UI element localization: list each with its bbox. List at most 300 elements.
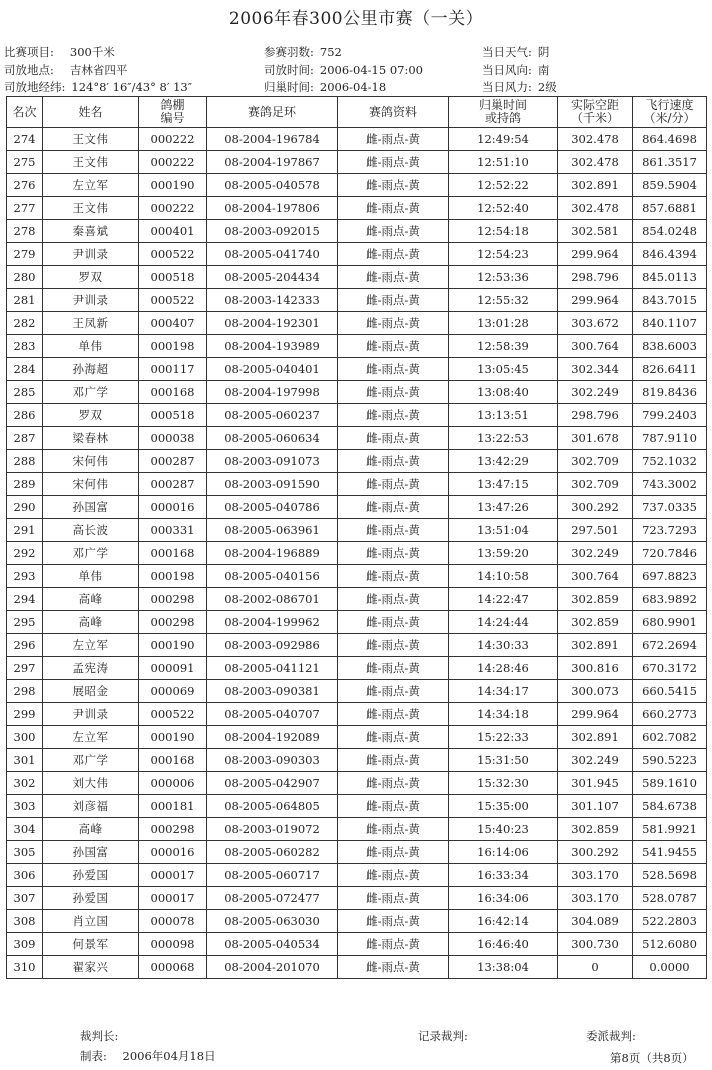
cell-speed: 845.0113 (633, 266, 707, 289)
cell-arrival-time: 14:28:46 (449, 657, 558, 680)
cell-loft-id: 000198 (139, 565, 207, 588)
table-row (7, 588, 707, 611)
cell-loft-id: 000098 (139, 933, 207, 956)
cell-speed: 0.0000 (633, 956, 707, 979)
cell-name: 孙海超 (43, 358, 139, 381)
cell-arrival-time: 16:46:40 (449, 933, 558, 956)
cell-loft-id: 000190 (139, 726, 207, 749)
table-row (7, 450, 707, 473)
cell-rank: 287 (7, 427, 43, 450)
cell-name: 翟家兴 (43, 956, 139, 979)
cell-arrival-time: 12:52:40 (449, 197, 558, 220)
cell-name: 邓广学 (43, 542, 139, 565)
cell-pigeon-info: 雌-雨点-黄 (338, 956, 449, 979)
cell-arrival-time: 12:54:23 (449, 243, 558, 266)
cell-name: 孙国富 (43, 496, 139, 519)
release-place-value: 吉林省四平 (69, 63, 128, 77)
cell-ring: 08-2005-060237 (207, 404, 338, 427)
wind-force-info (482, 79, 557, 95)
table-row (7, 312, 707, 335)
table-row (7, 404, 707, 427)
column-header-arrival-time (449, 97, 558, 128)
cell-ring: 08-2004-192301 (207, 312, 338, 335)
cell-speed: 528.5698 (633, 864, 707, 887)
cell-rank: 298 (7, 680, 43, 703)
cell-name: 展昭金 (43, 680, 139, 703)
table-row (7, 749, 707, 772)
release-place-label: 司放地点: (4, 63, 54, 77)
cell-name: 高峰 (43, 611, 139, 634)
cell-rank: 275 (7, 151, 43, 174)
cell-name: 孙爱国 (43, 864, 139, 887)
cell-arrival-time: 14:22:47 (449, 588, 558, 611)
cell-ring: 08-2005-064805 (207, 795, 338, 818)
cell-ring: 08-2005-063961 (207, 519, 338, 542)
cell-speed: 843.7015 (633, 289, 707, 312)
table-row (7, 243, 707, 266)
cell-ring: 08-2004-196784 (207, 128, 338, 151)
cell-arrival-time: 13:47:15 (449, 473, 558, 496)
cell-distance: 302.859 (558, 588, 633, 611)
table-row (7, 703, 707, 726)
cell-distance: 300.816 (558, 657, 633, 680)
cell-arrival-time: 16:42:14 (449, 910, 558, 933)
cell-speed: 864.4698 (633, 128, 707, 151)
cell-pigeon-info: 雌-雨点-黄 (338, 680, 449, 703)
count-info (264, 44, 342, 60)
cell-rank: 289 (7, 473, 43, 496)
cell-pigeon-info: 雌-雨点-黄 (338, 657, 449, 680)
cell-name: 左立军 (43, 634, 139, 657)
cell-pigeon-info: 雌-雨点-黄 (338, 910, 449, 933)
cell-arrival-time: 13:42:29 (449, 450, 558, 473)
cell-rank: 285 (7, 381, 43, 404)
table-row (7, 887, 707, 910)
prepared-info (80, 1048, 216, 1064)
cell-loft-id: 000181 (139, 795, 207, 818)
cell-loft-id: 000017 (139, 887, 207, 910)
cell-distance: 302.478 (558, 128, 633, 151)
cell-rank: 280 (7, 266, 43, 289)
table-row (7, 910, 707, 933)
cell-speed: 660.2773 (633, 703, 707, 726)
cell-pigeon-info: 雌-雨点-黄 (338, 772, 449, 795)
coords-info (4, 79, 192, 95)
cell-loft-id: 000522 (139, 243, 207, 266)
table-row (7, 381, 707, 404)
cell-rank: 305 (7, 841, 43, 864)
cell-ring: 08-2005-060717 (207, 864, 338, 887)
cell-name: 罗双 (43, 266, 139, 289)
table-row (7, 289, 707, 312)
cell-ring: 08-2003-092986 (207, 634, 338, 657)
cell-distance: 304.089 (558, 910, 633, 933)
cell-speed: 826.6411 (633, 358, 707, 381)
cell-loft-id: 000168 (139, 542, 207, 565)
cell-arrival-time: 14:24:44 (449, 611, 558, 634)
cell-speed: 590.5223 (633, 749, 707, 772)
wind-direction-value: 南 (537, 63, 550, 77)
cell-pigeon-info: 雌-雨点-黄 (338, 335, 449, 358)
cell-loft-id: 000168 (139, 381, 207, 404)
cell-speed: 787.9110 (633, 427, 707, 450)
cell-pigeon-info: 雌-雨点-黄 (338, 542, 449, 565)
cell-name: 梁春林 (43, 427, 139, 450)
prepared-date: 2006年04月18日 (122, 1049, 216, 1063)
cell-distance: 300.292 (558, 496, 633, 519)
cell-pigeon-info: 雌-雨点-黄 (338, 588, 449, 611)
table-row (7, 197, 707, 220)
cell-loft-id: 000222 (139, 128, 207, 151)
table-row (7, 634, 707, 657)
cell-pigeon-info: 雌-雨点-黄 (338, 381, 449, 404)
cell-distance: 302.891 (558, 726, 633, 749)
cell-distance: 301.945 (558, 772, 633, 795)
cell-name: 何景军 (43, 933, 139, 956)
cell-pigeon-info: 雌-雨点-黄 (338, 312, 449, 335)
cell-name: 王文伟 (43, 197, 139, 220)
cell-ring: 08-2003-090303 (207, 749, 338, 772)
cell-name: 王凤新 (43, 312, 139, 335)
column-header-text: 飞行速度 (645, 98, 694, 112)
cell-name: 肖立国 (43, 910, 139, 933)
release-place-info (4, 62, 127, 78)
cell-ring: 08-2004-201070 (207, 956, 338, 979)
cell-rank: 286 (7, 404, 43, 427)
cell-distance: 302.859 (558, 611, 633, 634)
cell-pigeon-info: 雌-雨点-黄 (338, 289, 449, 312)
table-row (7, 519, 707, 542)
cell-distance: 297.501 (558, 519, 633, 542)
cell-distance: 302.859 (558, 818, 633, 841)
cell-distance: 302.249 (558, 542, 633, 565)
table-row (7, 680, 707, 703)
cell-loft-id: 000016 (139, 496, 207, 519)
cell-distance: 300.764 (558, 335, 633, 358)
count-label: 参赛羽数: (264, 45, 314, 59)
cell-ring: 08-2003-092015 (207, 220, 338, 243)
cell-pigeon-info: 雌-雨点-黄 (338, 404, 449, 427)
column-header-loft-id (139, 97, 207, 128)
cell-ring: 08-2005-040534 (207, 933, 338, 956)
cell-loft-id: 000401 (139, 220, 207, 243)
column-header-name (43, 97, 139, 128)
table-row (7, 841, 707, 864)
cell-arrival-time: 12:51:10 (449, 151, 558, 174)
cell-name: 刘彦福 (43, 795, 139, 818)
cell-arrival-time: 16:14:06 (449, 841, 558, 864)
cell-ring: 08-2003-142333 (207, 289, 338, 312)
page-title: 2006年春300公里市赛（一关） (228, 9, 484, 29)
cell-ring: 08-2005-060282 (207, 841, 338, 864)
cell-rank: 281 (7, 289, 43, 312)
table-row (7, 864, 707, 887)
cell-arrival-time: 14:10:58 (449, 565, 558, 588)
weather-value: 阴 (537, 45, 550, 59)
cell-name: 罗双 (43, 404, 139, 427)
cell-distance: 298.796 (558, 404, 633, 427)
column-header-text: （米/分） (643, 111, 696, 125)
cell-speed: 680.9901 (633, 611, 707, 634)
cell-rank: 310 (7, 956, 43, 979)
cell-loft-id: 000518 (139, 266, 207, 289)
cell-pigeon-info: 雌-雨点-黄 (338, 473, 449, 496)
cell-name: 邓广学 (43, 749, 139, 772)
cell-rank: 309 (7, 933, 43, 956)
cell-ring: 08-2005-040156 (207, 565, 338, 588)
cell-arrival-time: 14:30:33 (449, 634, 558, 657)
cell-ring: 08-2004-199962 (207, 611, 338, 634)
cell-ring: 08-2003-090381 (207, 680, 338, 703)
cell-arrival-time: 12:58:39 (449, 335, 558, 358)
table-row (7, 565, 707, 588)
cell-loft-id: 000168 (139, 749, 207, 772)
column-header-text: 赛鸽资料 (368, 104, 417, 119)
cell-distance: 302.249 (558, 749, 633, 772)
table-row (7, 174, 707, 197)
cell-distance: 300.730 (558, 933, 633, 956)
cell-distance: 302.891 (558, 634, 633, 657)
cell-speed: 602.7082 (633, 726, 707, 749)
cell-speed: 541.9455 (633, 841, 707, 864)
cell-loft-id: 000069 (139, 680, 207, 703)
cell-name: 孟宪涛 (43, 657, 139, 680)
cell-loft-id: 000298 (139, 818, 207, 841)
cell-loft-id: 000198 (139, 335, 207, 358)
cell-rank: 297 (7, 657, 43, 680)
weather-label: 当日天气: (482, 45, 532, 59)
cell-arrival-time: 15:40:23 (449, 818, 558, 841)
column-header-text: （千米） (570, 111, 619, 125)
cell-pigeon-info: 雌-雨点-黄 (338, 151, 449, 174)
cell-arrival-time: 15:32:30 (449, 772, 558, 795)
cell-distance: 302.344 (558, 358, 633, 381)
cell-ring: 08-2003-091073 (207, 450, 338, 473)
cell-distance: 300.073 (558, 680, 633, 703)
cell-rank: 276 (7, 174, 43, 197)
table-row (7, 427, 707, 450)
cell-arrival-time: 15:35:00 (449, 795, 558, 818)
cell-distance: 299.964 (558, 703, 633, 726)
cell-rank: 302 (7, 772, 43, 795)
cell-pigeon-info: 雌-雨点-黄 (338, 933, 449, 956)
cell-arrival-time: 15:22:33 (449, 726, 558, 749)
cell-name: 尹训录 (43, 289, 139, 312)
table-row (7, 358, 707, 381)
cell-rank: 306 (7, 864, 43, 887)
cell-name: 秦喜斌 (43, 220, 139, 243)
column-header-rank (7, 97, 43, 128)
cell-name: 孙国富 (43, 841, 139, 864)
cell-name: 尹训录 (43, 703, 139, 726)
cell-rank: 295 (7, 611, 43, 634)
cell-rank: 303 (7, 795, 43, 818)
cell-rank: 301 (7, 749, 43, 772)
cell-ring: 08-2005-040401 (207, 358, 338, 381)
release-time-info (264, 62, 423, 78)
column-header-speed (633, 97, 707, 128)
cell-arrival-time: 13:38:04 (449, 956, 558, 979)
cell-rank: 299 (7, 703, 43, 726)
cell-pigeon-info: 雌-雨点-黄 (338, 450, 449, 473)
cell-loft-id: 000038 (139, 427, 207, 450)
column-header-ring (207, 97, 338, 128)
cell-ring: 08-2005-041121 (207, 657, 338, 680)
cell-speed: 861.3517 (633, 151, 707, 174)
cell-loft-id: 000298 (139, 611, 207, 634)
table-row (7, 795, 707, 818)
cell-distance: 302.581 (558, 220, 633, 243)
cell-ring: 08-2005-072477 (207, 887, 338, 910)
cell-speed: 581.9921 (633, 818, 707, 841)
cell-distance: 300.292 (558, 841, 633, 864)
cell-distance: 302.709 (558, 450, 633, 473)
cell-ring: 08-2002-086701 (207, 588, 338, 611)
table-row (7, 611, 707, 634)
cell-loft-id: 000017 (139, 864, 207, 887)
cell-speed: 838.6003 (633, 335, 707, 358)
cell-name: 高峰 (43, 588, 139, 611)
column-header-text: 名次 (12, 104, 37, 119)
cell-speed: 660.5415 (633, 680, 707, 703)
cell-ring: 08-2004-197806 (207, 197, 338, 220)
cell-rank: 307 (7, 887, 43, 910)
cell-name: 宋何伟 (43, 450, 139, 473)
cell-speed: 512.6080 (633, 933, 707, 956)
cell-distance: 299.964 (558, 243, 633, 266)
cell-distance: 303.170 (558, 864, 633, 887)
column-header-text: 或持鸽 (484, 111, 521, 125)
cell-distance: 299.964 (558, 289, 633, 312)
cell-rank: 282 (7, 312, 43, 335)
assigned-judge-label: 委派裁判: (586, 1029, 636, 1043)
table-row (7, 772, 707, 795)
cell-name: 邓广学 (43, 381, 139, 404)
cell-pigeon-info: 雌-雨点-黄 (338, 818, 449, 841)
cell-speed: 683.9892 (633, 588, 707, 611)
table-row (7, 473, 707, 496)
cell-pigeon-info: 雌-雨点-黄 (338, 243, 449, 266)
coords-value: 124°8′ 16″/43° 8′ 13″ (71, 80, 193, 94)
cell-loft-id: 000190 (139, 634, 207, 657)
cell-loft-id: 000222 (139, 151, 207, 174)
chief-judge-label: 裁判长: (80, 1029, 119, 1043)
cell-arrival-time: 12:55:32 (449, 289, 558, 312)
cell-ring: 08-2003-019072 (207, 818, 338, 841)
cell-ring: 08-2004-196889 (207, 542, 338, 565)
cell-pigeon-info: 雌-雨点-黄 (338, 749, 449, 772)
results-table (6, 96, 707, 979)
cell-speed: 697.8823 (633, 565, 707, 588)
cell-name: 左立军 (43, 726, 139, 749)
cell-distance: 0 (558, 956, 633, 979)
cell-arrival-time: 16:34:06 (449, 887, 558, 910)
cell-rank: 279 (7, 243, 43, 266)
cell-ring: 08-2005-040578 (207, 174, 338, 197)
cell-pigeon-info: 雌-雨点-黄 (338, 266, 449, 289)
cell-pigeon-info: 雌-雨点-黄 (338, 726, 449, 749)
cell-loft-id: 000016 (139, 841, 207, 864)
cell-pigeon-info: 雌-雨点-黄 (338, 220, 449, 243)
cell-arrival-time: 13:01:28 (449, 312, 558, 335)
cell-rank: 278 (7, 220, 43, 243)
cell-loft-id: 000407 (139, 312, 207, 335)
cell-arrival-time: 13:08:40 (449, 381, 558, 404)
cell-name: 高长波 (43, 519, 139, 542)
return-date-info (264, 79, 386, 95)
cell-distance: 302.478 (558, 151, 633, 174)
cell-loft-id: 000522 (139, 703, 207, 726)
cell-speed: 584.6738 (633, 795, 707, 818)
cell-speed: 846.4394 (633, 243, 707, 266)
cell-pigeon-info: 雌-雨点-黄 (338, 174, 449, 197)
cell-rank: 300 (7, 726, 43, 749)
cell-pigeon-info: 雌-雨点-黄 (338, 128, 449, 151)
cell-speed: 737.0335 (633, 496, 707, 519)
wind-force-label: 当日风力: (482, 80, 532, 94)
cell-speed: 672.2694 (633, 634, 707, 657)
cell-distance: 302.478 (558, 197, 633, 220)
cell-speed: 799.2403 (633, 404, 707, 427)
cell-rank: 277 (7, 197, 43, 220)
cell-arrival-time: 13:59:20 (449, 542, 558, 565)
cell-rank: 288 (7, 450, 43, 473)
cell-pigeon-info: 雌-雨点-黄 (338, 496, 449, 519)
return-date-label: 归巢时间: (264, 80, 314, 94)
cell-distance: 301.107 (558, 795, 633, 818)
cell-speed: 857.6881 (633, 197, 707, 220)
cell-rank: 304 (7, 818, 43, 841)
table-row (7, 266, 707, 289)
column-header-text: 实际空距 (570, 98, 619, 112)
cell-name: 宋何伟 (43, 473, 139, 496)
cell-loft-id: 000190 (139, 174, 207, 197)
cell-speed: 589.1610 (633, 772, 707, 795)
column-header-text: 姓名 (78, 104, 103, 119)
cell-loft-id: 000006 (139, 772, 207, 795)
cell-pigeon-info: 雌-雨点-黄 (338, 358, 449, 381)
cell-distance: 302.709 (558, 473, 633, 496)
cell-rank: 293 (7, 565, 43, 588)
race-item-info (4, 44, 115, 60)
cell-ring: 08-2004-193989 (207, 335, 338, 358)
cell-name: 单伟 (43, 565, 139, 588)
release-time-label: 司放时间: (264, 63, 314, 77)
cell-arrival-time: 12:52:22 (449, 174, 558, 197)
cell-arrival-time: 12:49:54 (449, 128, 558, 151)
cell-ring: 08-2003-091590 (207, 473, 338, 496)
cell-rank: 296 (7, 634, 43, 657)
cell-ring: 08-2005-204434 (207, 266, 338, 289)
cell-loft-id: 000117 (139, 358, 207, 381)
cell-speed: 840.1107 (633, 312, 707, 335)
cell-arrival-time: 13:13:51 (449, 404, 558, 427)
wind-force-value: 2级 (537, 80, 557, 94)
cell-name: 刘大伟 (43, 772, 139, 795)
wind-direction-label: 当日风向: (482, 63, 532, 77)
cell-speed: 528.0787 (633, 887, 707, 910)
cell-arrival-time: 16:33:34 (449, 864, 558, 887)
cell-ring: 08-2004-192089 (207, 726, 338, 749)
cell-arrival-time: 13:22:53 (449, 427, 558, 450)
cell-arrival-time: 13:05:45 (449, 358, 558, 381)
table-header-row (7, 97, 707, 128)
cell-name: 左立军 (43, 174, 139, 197)
cell-arrival-time: 13:51:04 (449, 519, 558, 542)
column-header-pigeon-info (338, 97, 449, 128)
cell-rank: 284 (7, 358, 43, 381)
cell-pigeon-info: 雌-雨点-黄 (338, 565, 449, 588)
